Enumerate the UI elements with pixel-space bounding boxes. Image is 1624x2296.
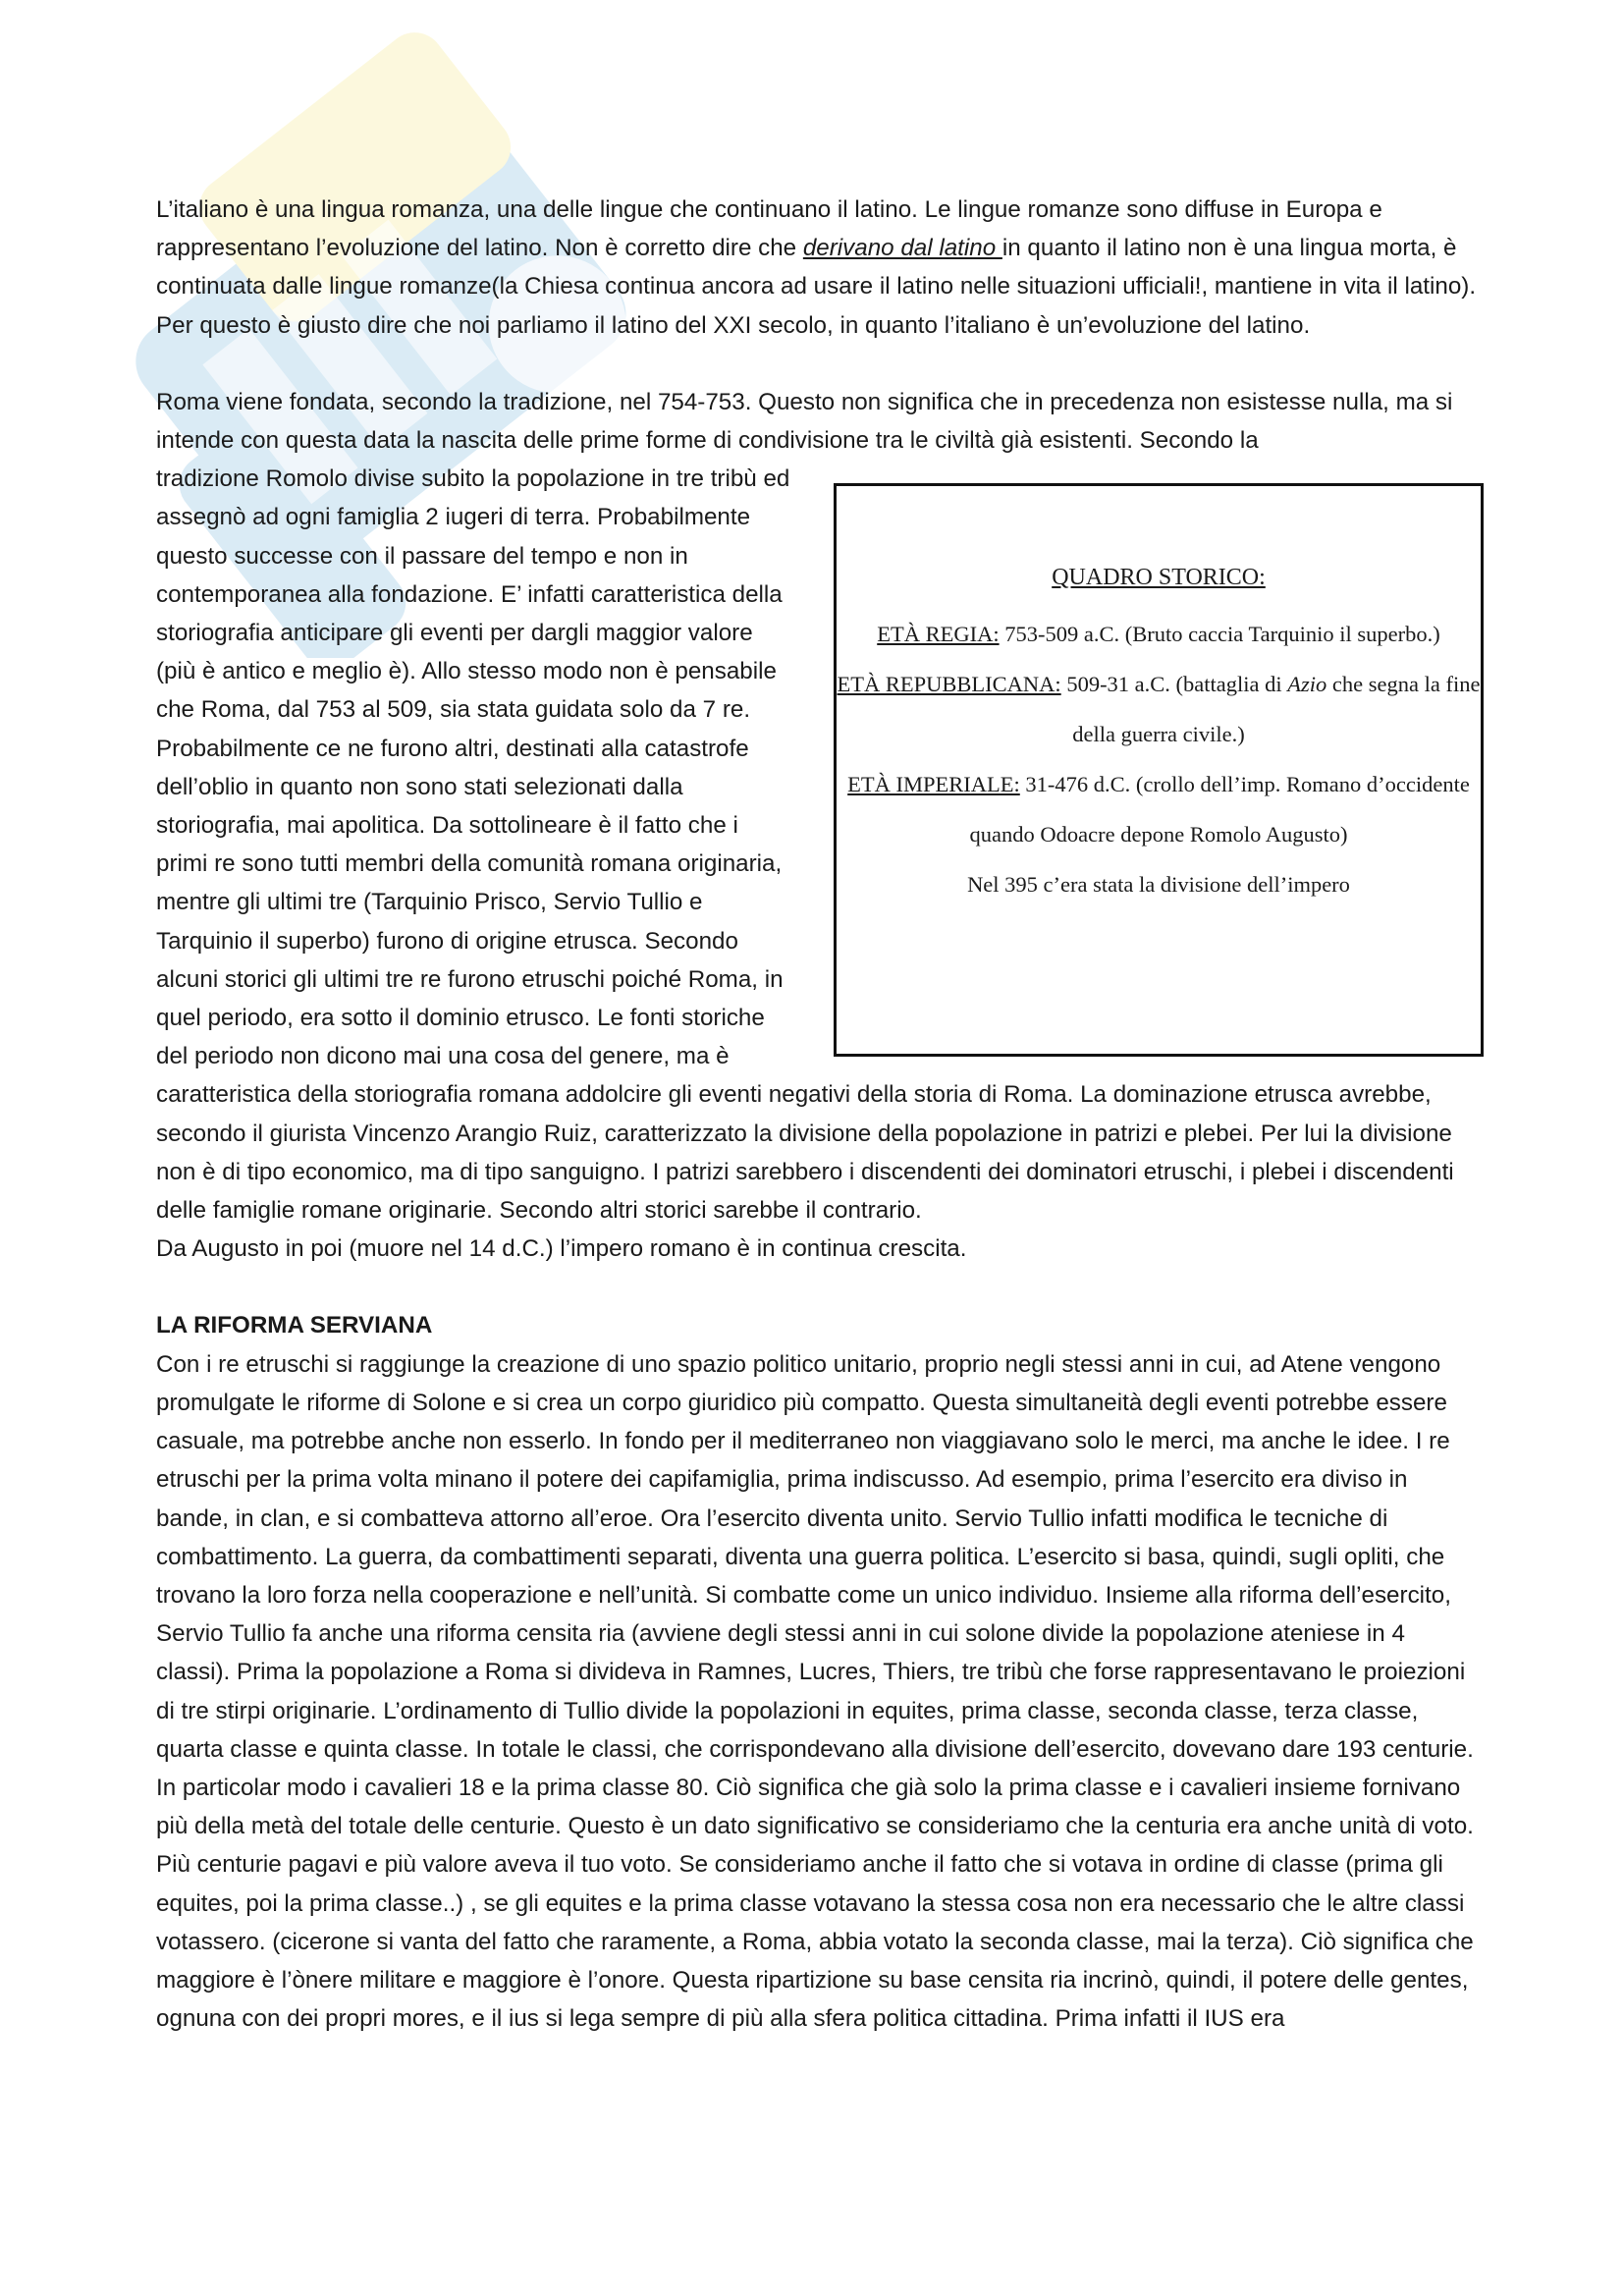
paragraph-gap [156,1268,1484,1306]
quadro-eta-imperiale [837,759,1481,859]
text-run: L’italiano è una lingua romanza, una delle lingue che continuano il latino. Le lingue romanze sono diffuse in Europa e rappresentano l’evoluzione del latino. Non è corretto dire che [156,196,1382,262]
emphasis-derivano: derivano dal latino [802,235,1002,262]
eta-imperiale-label: ETÀ IMPERIALE: [847,772,1020,797]
paragraph-fondazione-intro: Roma viene fondata, secondo la tradizione, nel 754-753. Questo non significa che in precedenza non esistesse nulla, ma si intende con questa data la nascita delle prime forme di condivisione tra le civiltà già esistenti. Secondo la [156,388,1453,455]
eta-repubblicana-azio: Azio [1287,672,1327,697]
quadro-storico-title: QUADRO STORICO: [1052,565,1266,591]
quadro-eta-repubblicana [837,659,1481,759]
eta-repubblicana-text-2: che segna la fine della guerra civile.) [1072,672,1481,747]
paragraph-intro-latino [156,191,1484,345]
eta-regia-label: ETÀ REGIA: [877,622,1000,647]
eta-imperiale-text: 31-476 d.C. (crollo dell’imp. Romano d’occidente quando Odoacre depone Romolo Augusto) [969,772,1470,847]
paragraph-riforma-serviana: Con i re etruschi si raggiunge la creazione di uno spazio politico unitario, proprio negli stessi anni in cui, ad Atene vengono promulgate le riforme di Solone e si crea un corpo giuridico più compatto. Questa simultaneità degli eventi potrebbe essere casuale, ma potrebbe anche non esserlo. In fondo per il mediterraneo non viaggiavano solo le merci, ma anche le idee. I re etruschi per la prima volta minano il potere dei capifamiglia, prima indiscusso. Ad esempio, prima l’esercito era diviso in bande, in clan, e si combatteva attorno all’eroe. Ora l’esercito diventa unito. Servio Tullio infatti modifica le tecniche di combattimento. La guerra, da combattimenti separati, diventa una guerra politica. L’esercito si basa, quindi, sugli opliti, che trovano la loro forza nella cooperazione e nell’unità. Si combatte come un unico individuo. Insieme alla riforma dell’esercito, Servio Tullio fa anche una riforma censita ria (avviene degli stessi anni in cui solone divide la popolazione ateniese in 4 classi). Prima la popolazione a Roma si divideva in Ramnes, Lucres, Thiers, tre tribù che forse rappresentavano le proiezioni di tre stirpi originarie. L’ordinamento di Tullio divide la popolazioni in equites, prima classe, seconda classe, terza classe, quarta classe e quinta classe. In totale le classi, che corrispondevano alla divisione dell’esercito, dovevano dare 193 centurie. In particolar modo i cavalieri 18 e la prima classe 80. Ciò significa che già solo la prima classe e i cavalieri insieme fornivano più della metà del totale delle centurie. Questo è un dato significativo se consideriamo che la centuria era anche unità di voto. Più centurie pagavi e più valore aveva il tuo voto. Se consideriamo anche il fatto che si votava in ordine di classe (prima gli equites, poi la prima classe..) , se gli equites e la prima classe votavano la stessa cosa non era necessario che le altre classi votassero. (cicerone si vanta del fatto che raramente, a Roma, abbia votato la seconda classe, mai la terza). Ciò significa che maggiore è l’ònere militare e maggiore è l’onore. Questa ripartizione su base censita ria incrinò, quindi, il potere delle gentes, ognuna con dei propri mores, e il ius si lega sempre di più alla sfera politica cittadina. Prima infatti il IUS era [156,1350,1474,2033]
section-title-riforma-serviana: LA RIFORMA SERVIANA [156,1312,433,1339]
eta-regia-text: 753-509 a.C. (Bruto caccia Tarquinio il superbo.) [999,622,1440,647]
eta-repubblicana-label: ETÀ REPUBBLICANA: [837,672,1061,697]
paragraph-gap [156,345,1484,383]
text-run: in quanto il latino non è una lingua morta, è continuata dalle lingue romanze(la Chiesa continua ancora ad usare il latino nelle situazioni ufficiali!, mantiene in vita il latino). Per questo è giusto dire che noi parliamo il latino del XXI secolo, in quanto l’italiano è un’evoluzione del latino. [156,235,1477,339]
quadro-storico-box [834,483,1484,1057]
paragraph-augusto: Da Augusto in poi (muore nel 14 d.C.) l’impero romano è in continua crescita. [156,1235,967,1263]
paragraph-fondazione: tradizione Romolo divise subito la popolazione in tre tribù ed assegnò ad ogni famiglia 2 iugeri di terra. Probabilmente questo successe con il passare del tempo e non in contemporanea alla fondazione. E’ infatti caratteristica della storiografia anticipare gli eventi per dargli maggior valore (più è antico e meglio è). Allo stesso modo non è pensabile che Roma, dal 753 al 509, sia stata guidata solo da 7 re. Probabilmente ce ne furono altri, destinati alla catastrofe dell’oblio in quanto non sono stati selezionati dalla storiografia, mai apolitica. Da sottolineare è il fatto che i primi re sono tutti membri della comunità romana originaria, mentre gli ultimi tre (Tarquinio Prisco, Servio Tullio e Tarquinio il superbo) furono di origine etrusca. Secondo alcuni storici gli ultimi tre re furono etruschi poiché Roma, in quel periodo, era sotto il dominio etrusco. Le fonti storiche del periodo non dicono mai una cosa del genere, ma è caratteristica della storiografia romana addolcire gli eventi negativi della storia di Roma. La dominazione etrusca avrebbe, secondo il giurista Vincenzo Arangio Ruiz, caratterizzato la divisione della popolazione in patrizi e plebei. Per lui la divisione non è di tipo economico, ma di tipo sanguigno. I patrizi sarebbero i discendenti dei dominatori etruschi, i plebei i discendenti delle famiglie romane originarie. Secondo altri storici sarebbe il contrario. [156,465,1454,1225]
document-body [156,191,1484,2038]
quadro-note: Nel 395 c’era stata la divisione dell’impero [967,872,1350,898]
eta-repubblicana-text: 509-31 a.C. (battaglia di [1060,672,1288,697]
quadro-eta-regia [837,609,1481,659]
